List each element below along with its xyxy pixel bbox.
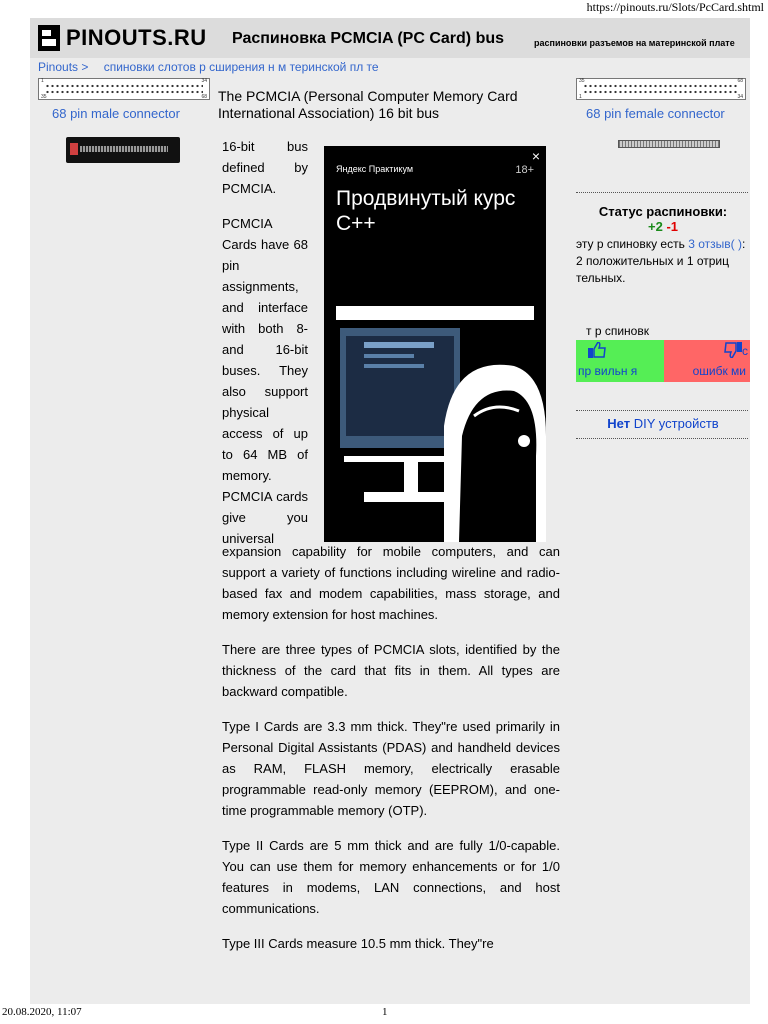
print-date: 20.08.2020, 11:07 (2, 1006, 82, 1018)
negative-count: -1 (666, 219, 678, 234)
status-pre: эту р спиновку есть (576, 237, 685, 251)
pin-number: 1 (579, 94, 582, 100)
article-paragraph: 16-bit bus defined by PCMCIA. (222, 139, 308, 196)
female-connector-link[interactable]: 68 pin female connector (586, 106, 725, 121)
breadcrumb-pinouts[interactable]: Pinouts > (38, 60, 89, 74)
breadcrumb-slots[interactable]: спиновки слотов р сширения н м теринской пл те (103, 60, 379, 74)
pin-number: 68 (737, 78, 743, 84)
male-connector-link[interactable]: 68 pin male connector (52, 106, 180, 121)
vote-error-button[interactable] (664, 340, 750, 382)
pin-number: 1 (41, 78, 44, 84)
logo-icon (38, 25, 60, 51)
logo-text: PINOUTS.RU (66, 25, 207, 50)
divider (576, 438, 748, 439)
article-wide-column (222, 541, 560, 968)
site-header (30, 18, 750, 58)
vote-error-label: ошибк ми (692, 364, 746, 378)
site-logo[interactable] (38, 25, 207, 51)
thumbs-up-icon (588, 342, 606, 358)
header-nav-text[interactable]: распиновки разъемов на материнской плате (534, 38, 735, 48)
diy-devices-link[interactable] (578, 416, 748, 431)
pc-card-image (66, 137, 180, 163)
advertisement[interactable] (324, 146, 546, 542)
female-connector-image (618, 140, 720, 148)
page-title: Распиновка PCMCIA (PC Card) bus (232, 30, 505, 47)
print-page-number: 1 (382, 1006, 388, 1018)
diy-none: Нет (607, 416, 631, 431)
reviews-link[interactable]: 3 отзыв( ) (688, 237, 742, 251)
article-paragraph: Type III Cards measure 10.5 mm thick. They"re (222, 936, 494, 951)
divider (576, 192, 748, 193)
pin-number: 68 (201, 94, 207, 100)
female-pinout-diagram[interactable] (576, 78, 746, 100)
status-title: Статус распиновки: (598, 204, 728, 219)
article-title: The PCMCIA (Personal Computer Memory Card International Association) 16 bit bus (218, 88, 518, 121)
breadcrumb (38, 60, 391, 74)
article-paragraph: Type I Cards are 3.3 mm thick. They"re used primarily in Personal Digital Assistants (PDAS) and handheld devices as RAM, FLASH memory, electrically erasable programmable read-only memory (EEPROM), and one-time programmable memory (OTP). (222, 719, 560, 818)
vote-correct-label: пр вильн я (578, 364, 638, 378)
diy-text: DIY устройств (633, 416, 719, 431)
status-post: : 2 положительных и 1 отриц тельных. (576, 237, 746, 285)
ad-headline: Продвинутый курс С++ (336, 187, 516, 235)
thumbs-down-icon (724, 342, 742, 358)
pin-number: 35 (41, 94, 47, 100)
article-paragraph: There are three types of PCMCIA slots, identified by the thickness of the card that fits in them. All types are backward compatible. (222, 642, 560, 699)
ad-illustration (324, 306, 546, 542)
ad-brand: Яндекс Практикум (336, 164, 414, 174)
print-url: https://pinouts.ru/Slots/PcCard.shtml (586, 0, 764, 14)
divider (576, 410, 748, 411)
male-pinout-diagram[interactable] (38, 78, 210, 100)
positive-count: +2 (647, 219, 663, 234)
status-description (576, 236, 746, 287)
page (30, 18, 750, 1004)
close-icon[interactable]: × (531, 148, 540, 164)
article-paragraph: Type II Cards are 5 mm thick and are fully 1/0-capable. You can use them for memory enhancements or for 1/0 features in modems, LAN connections, and host communications. (222, 838, 560, 916)
vote-error-suffix: с (742, 344, 748, 358)
article-paragraph: PCMCIA Cards have 68 pin assignments, and interface with both 8- and 16-bit buses. They also support physical access of up to 64 MB of memory. PCMCIA cards give you universal (222, 216, 308, 546)
ad-age-badge: 18+ (515, 164, 534, 176)
article-paragraph: expansion capability for mobile computers, and can support a variety of functions including wireline and radio-based fax and modem capabilities, mass storage, and memory extension for host machines. (222, 544, 560, 622)
pin-number: 34 (737, 94, 743, 100)
pinout-status (578, 204, 748, 234)
status-counts (578, 219, 748, 234)
vote-label: т р спиновк (586, 324, 649, 338)
pin-number: 35 (579, 78, 585, 84)
pin-number: 34 (201, 78, 207, 84)
vote-correct-button[interactable] (576, 340, 664, 382)
article-narrow-column (222, 136, 308, 563)
